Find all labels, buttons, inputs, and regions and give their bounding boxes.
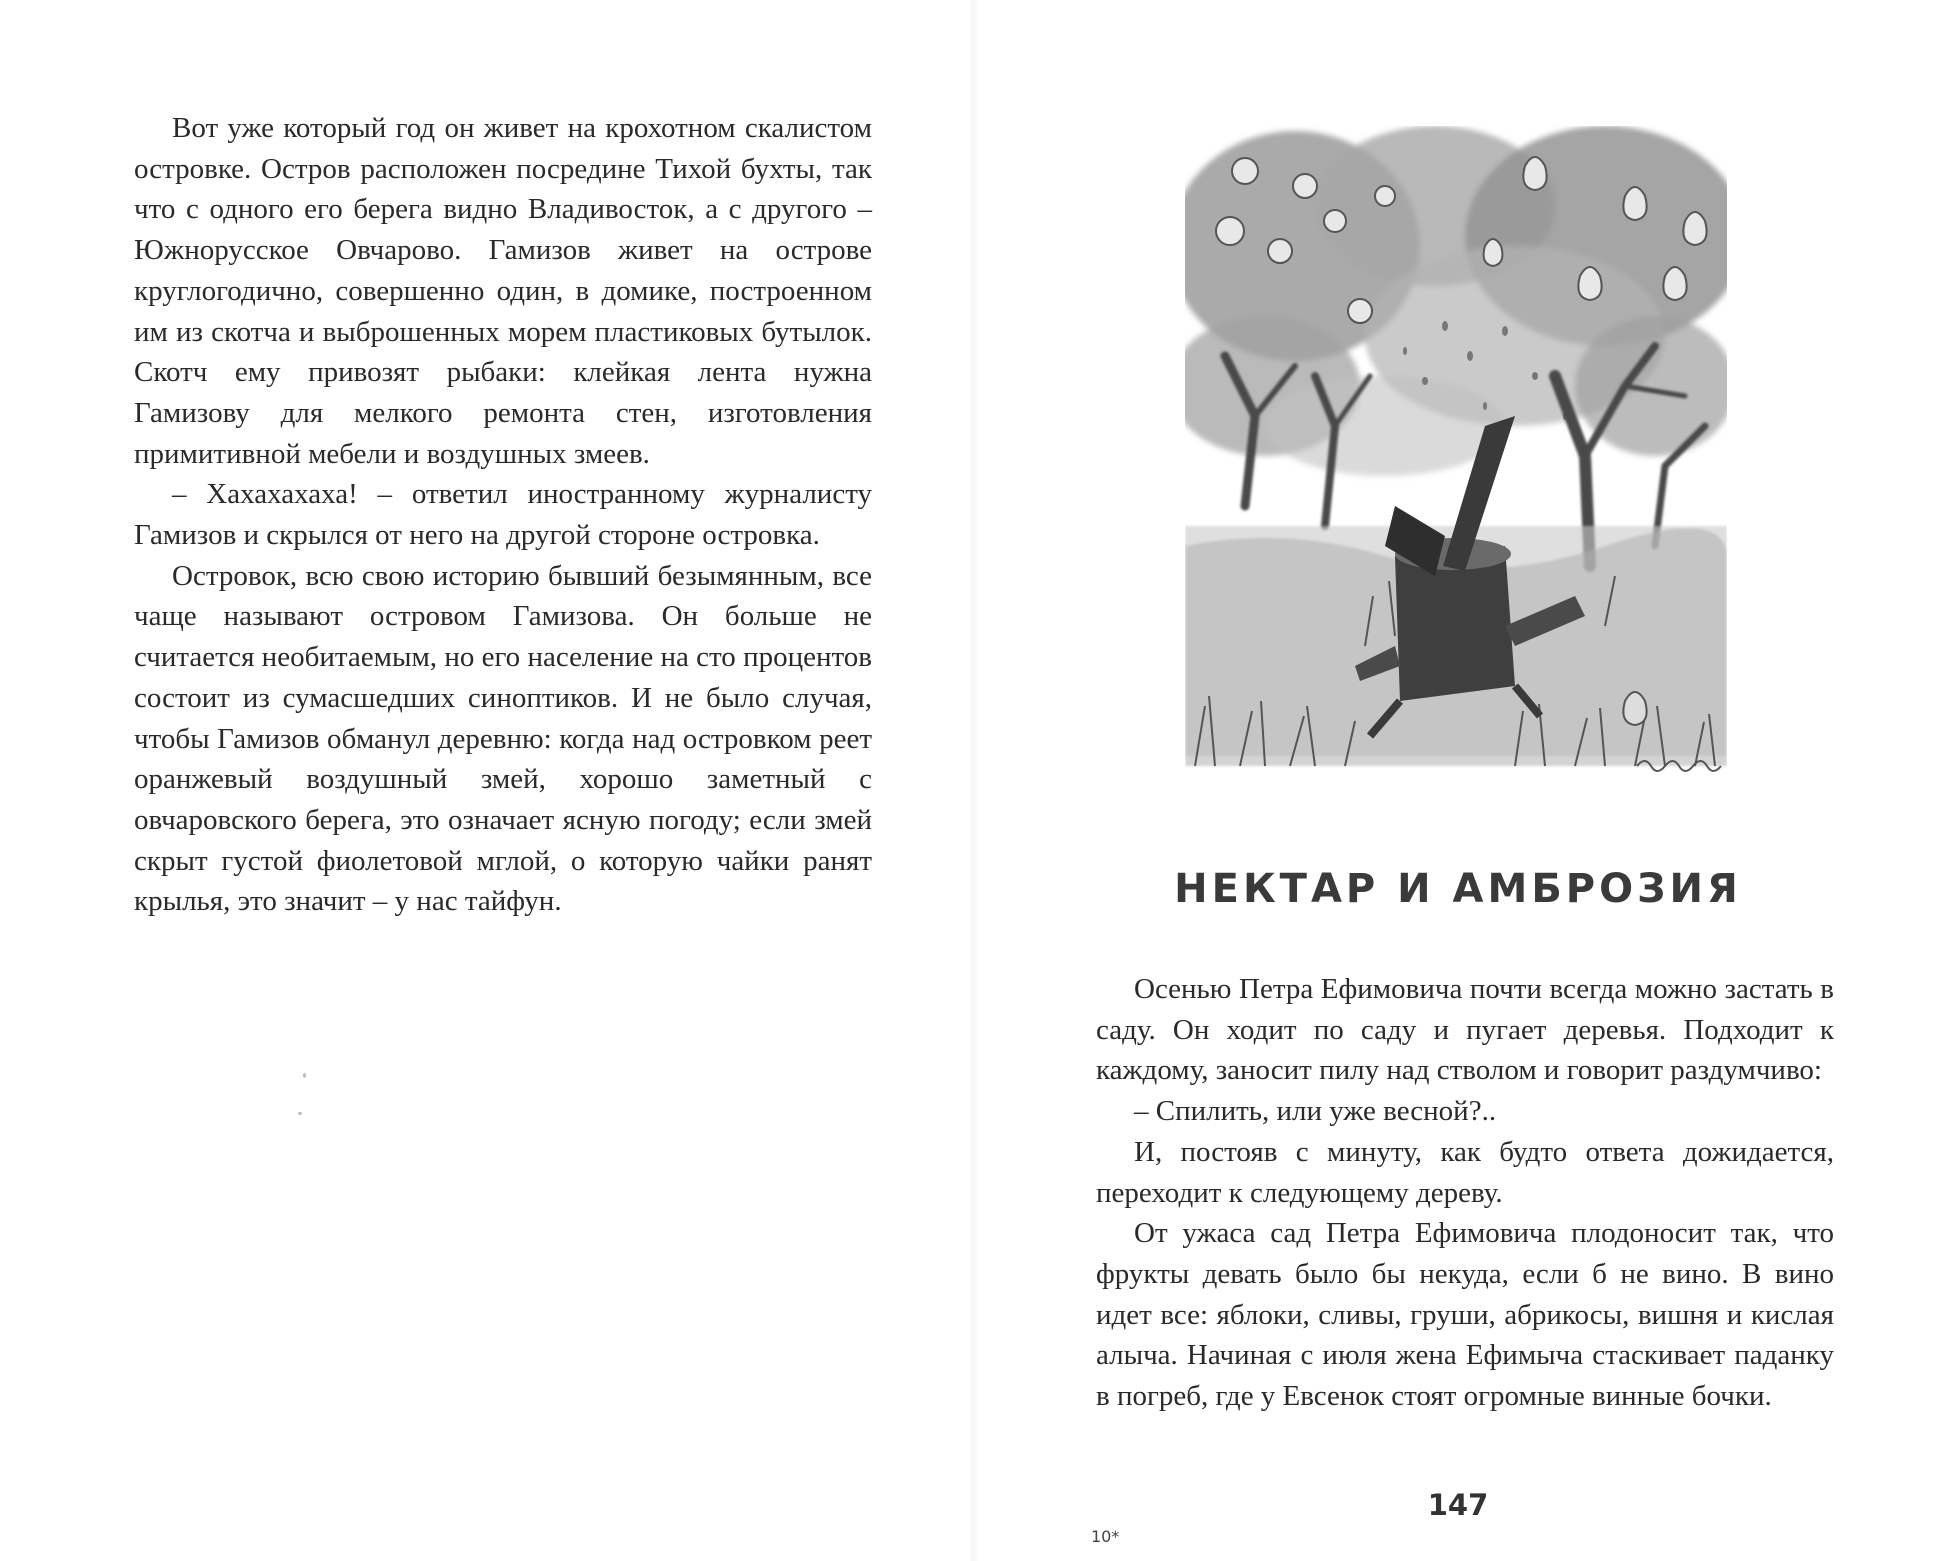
page-number: 147 <box>1427 1488 1489 1522</box>
paper-speck <box>303 1073 306 1078</box>
paragraph: От ужаса сад Петра Ефимовича плодоносит так, что фрукты девать было бы некуда, если б не вино. В вино идет все: яблоки, сливы, груши, абрикосы, вишня и кислая алыча. Начиная с июля жена Ефимыча стаскивает паданку в погреб, где у Евсенок стоят огромные винные бочки. <box>1096 1217 1834 1413</box>
right-page-text <box>1096 969 1834 1417</box>
paragraph: Осенью Петра Ефимовича почти всегда можно застать в саду. Он ходит по саду и пугает деревья. Подходит к каждому, заносит пилу над стволом и говорит раздумчиво: <box>1096 973 1834 1087</box>
paragraph: Вот уже который год он живет на крохотном скалистом островке. Остров расположен посредине Тихой бухты, так что с одного его берега видно Владивосток, а с другого – Южнорусское Овчарово. Гамизов живет на острове круглогодично, совершенно один, в домике, построенном им из скотча и выброшенных морем пластиковых бутылок. Скотч ему привозят рыбаки: клейкая лента нужна Гамизову для мелкого ремонта стен, изготовления примитивной мебели и воздушных змеев. <box>134 112 872 470</box>
garden-illustration <box>1185 126 1727 816</box>
chapter-title: НЕКТАР И АМБРОЗИЯ <box>1174 866 1742 912</box>
fallen-pear <box>1623 692 1646 725</box>
paragraph: И, постояв с минуту, как будто ответа дожидается, переходит к следующему дереву. <box>1096 1135 1834 1209</box>
left-page-text <box>134 108 872 922</box>
paper-speck <box>298 1112 302 1115</box>
tree-foliage <box>1185 126 1727 476</box>
paragraph: Островок, всю свою историю бывший безымянным, все чаще называют островом Гамизова. Он больше не считается необитаемым, но его население на сто процентов состоит из сумасшедших синоптиков. И не было случая, чтобы Гамизов обманул деревню: когда над островком реет оранжевый воздушный змей, хорошо заметный с овчаровского берега, это означает ясную погоду; если змей скрыт густой фиолетовой мглой, о которую чайки ранят крылья, это значит – у нас тайфун. <box>134 559 872 918</box>
right-page <box>972 0 1944 1561</box>
paragraph: – Хахахахаха! – ответил иностранному журналисту Гамизов и скрылся от него на другой стороне островка. <box>134 478 872 552</box>
paragraph: – Спилить, или уже весной?.. <box>1134 1095 1497 1128</box>
printer-signature-mark: 10* <box>1091 1527 1120 1546</box>
